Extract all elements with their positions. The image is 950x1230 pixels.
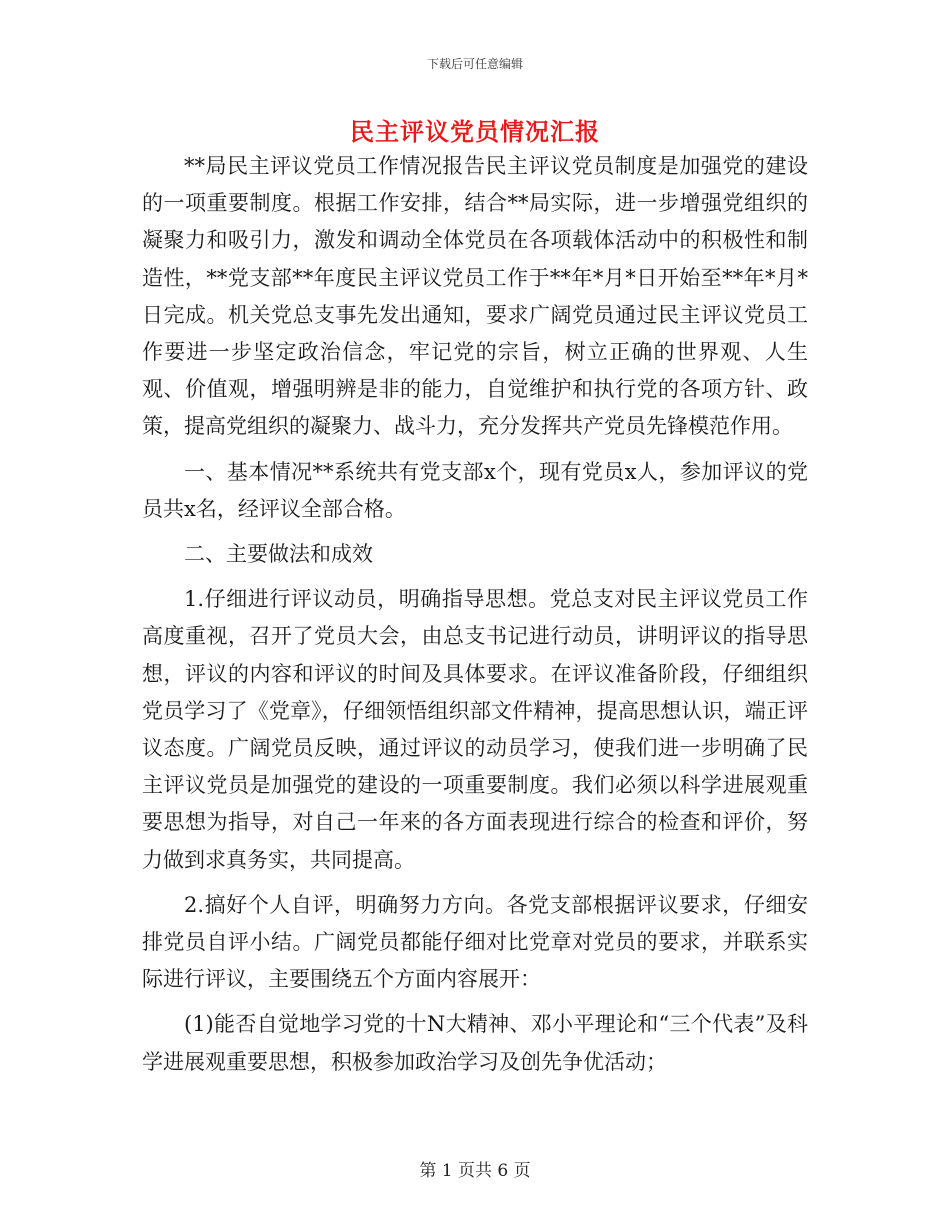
page-header-note: 下载后可任意编辑 bbox=[426, 57, 523, 71]
document-title: 民主评议党员情况汇报 bbox=[350, 117, 600, 146]
paragraph-item-2: 2.搞好个人自评，明确努力方向。各党支部根据评议要求，仔细安排党员自评小结。广阔党员都能仔细对比党章对党员的要求，并联系实际进行评议，主要围绕五个方面内容展开： bbox=[142, 892, 808, 992]
paragraph-basic-situation: 一、基本情况**系统共有党支部x个，现有党员x人，参加评议的党员共x名，经评议全部合格。 bbox=[142, 459, 808, 521]
paragraph-item-1: 1.仔细进行评议动员，明确指导思想。党总支对民主评议党员工作高度重视，召开了党员大会，由总支书记进行动员，讲明评议的指导思想，评议的内容和评议的时间及具体要求。在评议准备阶段，仔细组织党员学习了《党章》，仔细领悟组织部文件精神，提高思想认识，端正评议态度。广阔党员反映，通过评议的动员学习，使我们进一步明确了民主评议党员是加强党的建设的一项重要制度。我们必须以科学进展观重要思想为指导，对自己一年来的各方面表现进行综合的检查和评价，努力做到求真务实，共同提高。 bbox=[142, 587, 808, 872]
paragraph-subitem-1: (1)能否自觉地学习党的十N大精神、邓小平理论和“三个代表”及科学进展观重要思想，积极参加政治学习及创先争优活动； bbox=[142, 1012, 808, 1074]
document-body bbox=[142, 148, 808, 1089]
paragraph-section-heading: 二、主要做法和成效 bbox=[184, 542, 373, 567]
page-number: 第 1 页共 6 页 bbox=[419, 1161, 531, 1181]
paragraph-intro: **局民主评议党员工作情况报告民主评议党员制度是加强党的建设的一项重要制度。根据工作安排，结合**局实际，进一步增强党组织的凝聚力和吸引力，激发和调动全体党员在各项载体活动中的积极性和制造性，**党支部**年度民主评议党员工作于**年*月*日开始至**年*月*日完成。机关党总支事先发出通知，要求广阔党员通过民主评议党员工作要进一步坚定政治信念，牢记党的宗旨，树立正确的世界观、人生观、价值观，增强明辨是非的能力，自觉维护和执行党的各项方针、政策，提高党组织的凝聚力、战斗力，充分发挥共产党员先锋模范作用。 bbox=[142, 154, 808, 439]
